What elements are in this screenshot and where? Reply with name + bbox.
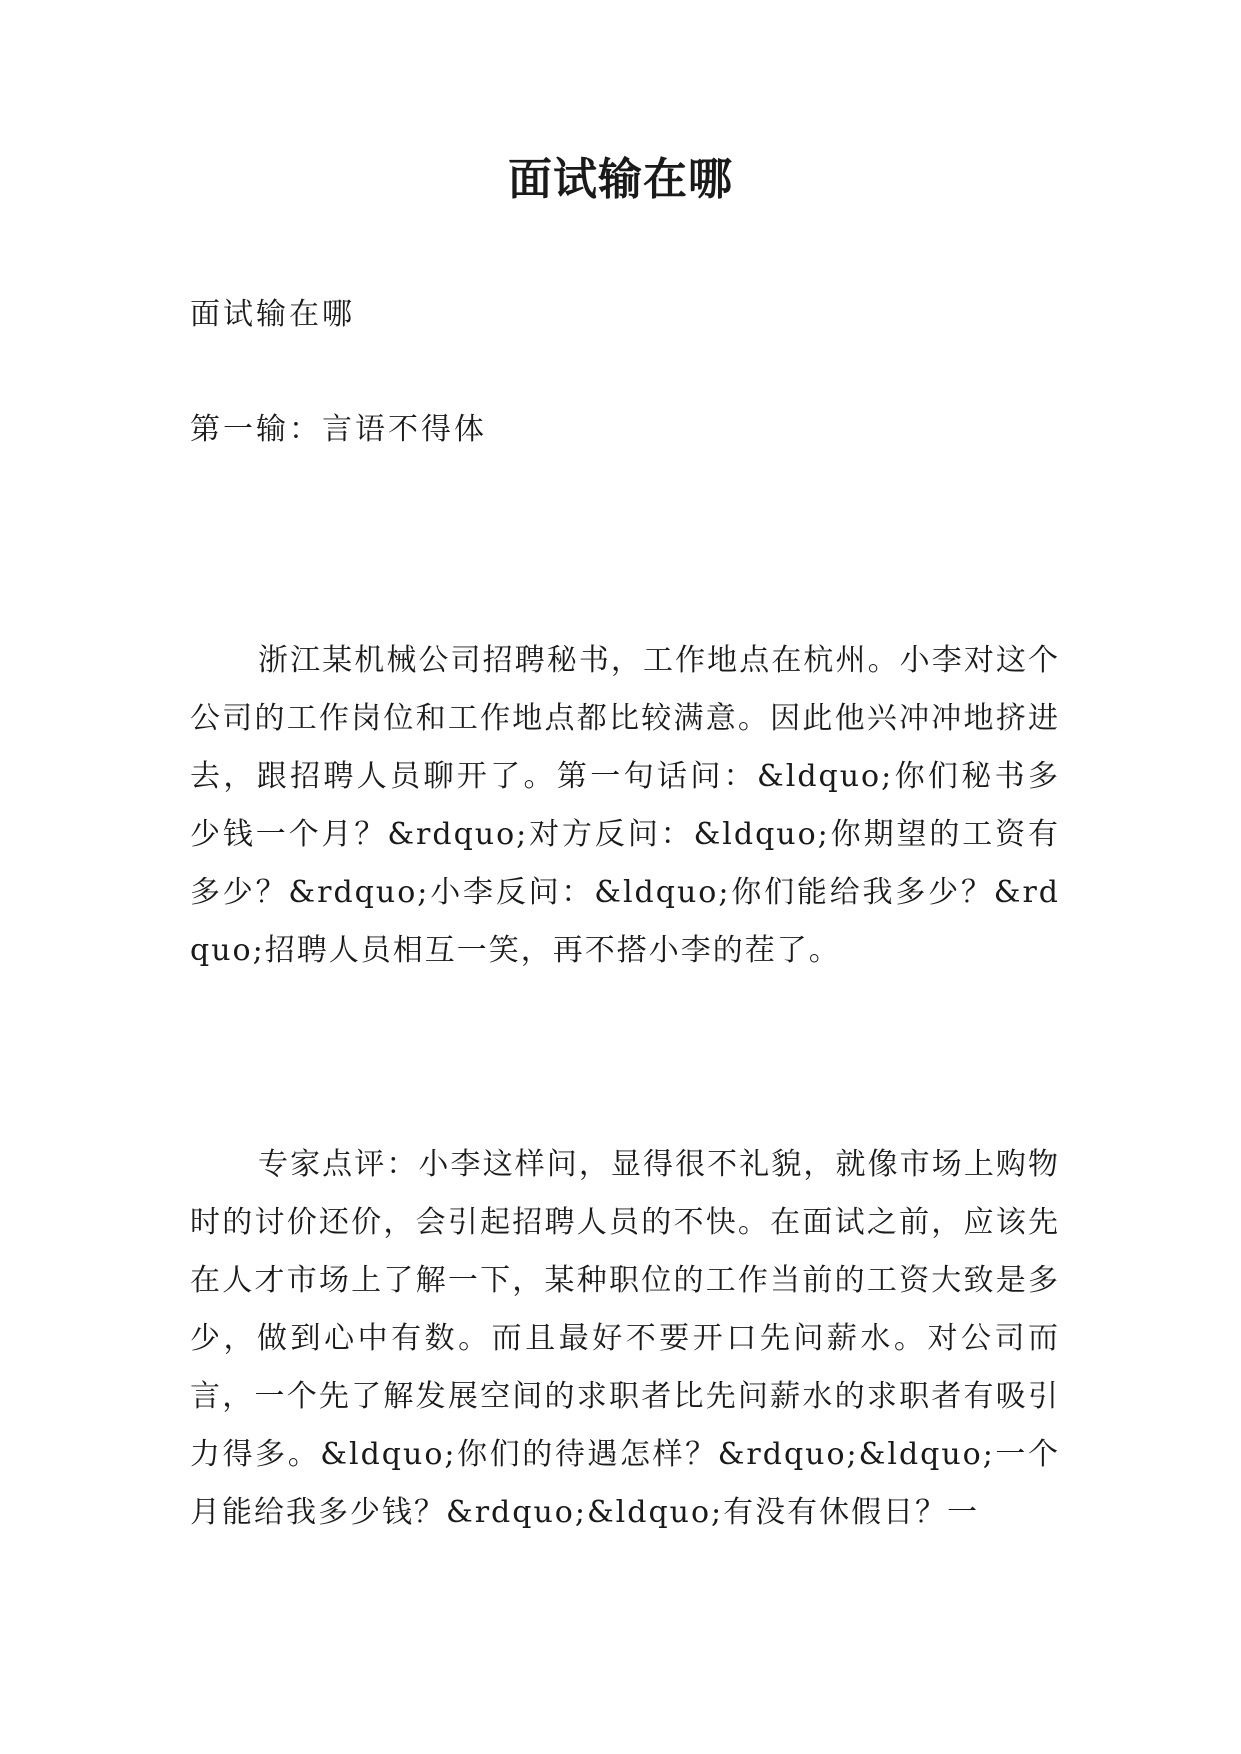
paragraph-expert-comment: 专家点评：小李这样问，显得很不礼貌，就像市场上购物时的讨价还价，会引起招聘人员的不快。在面试之前，应该先在人才市场上了解一下，某种职位的工作当前的工资大致是多少，做到心中有数。而且最好不要开口先问薪水。对公司而言，一个先了解发展空间的求职者比先问薪水的求职者有吸引力得多。&ldquo;你们的待遇怎样？&rdquo;&ldquo;一个月能给我多少钱？&rdquo;&ldquo;有没有休假日？一 [190, 1147, 1060, 1530]
document-title: 面试输在哪 [508, 154, 733, 205]
paragraph-story: 浙江某机械公司招聘秘书，工作地点在杭州。小李对这个公司的工作岗位和工作地点都比较满意。因此他兴冲冲地挤进去，跟招聘人员聊开了。第一句话问：&ldquo;你们秘书多少钱一个月？&rdquo;对方反问：&ldquo;你期望的工资有多少？&rdquo;小李反问：&ldquo;你们能给我多少？&rdquo;招聘人员相互一笑，再不搭小李的茬了。 [190, 643, 1060, 968]
document-subtitle: 面试输在哪 [190, 297, 355, 332]
section-heading: 第一输：言语不得体 [190, 412, 487, 447]
